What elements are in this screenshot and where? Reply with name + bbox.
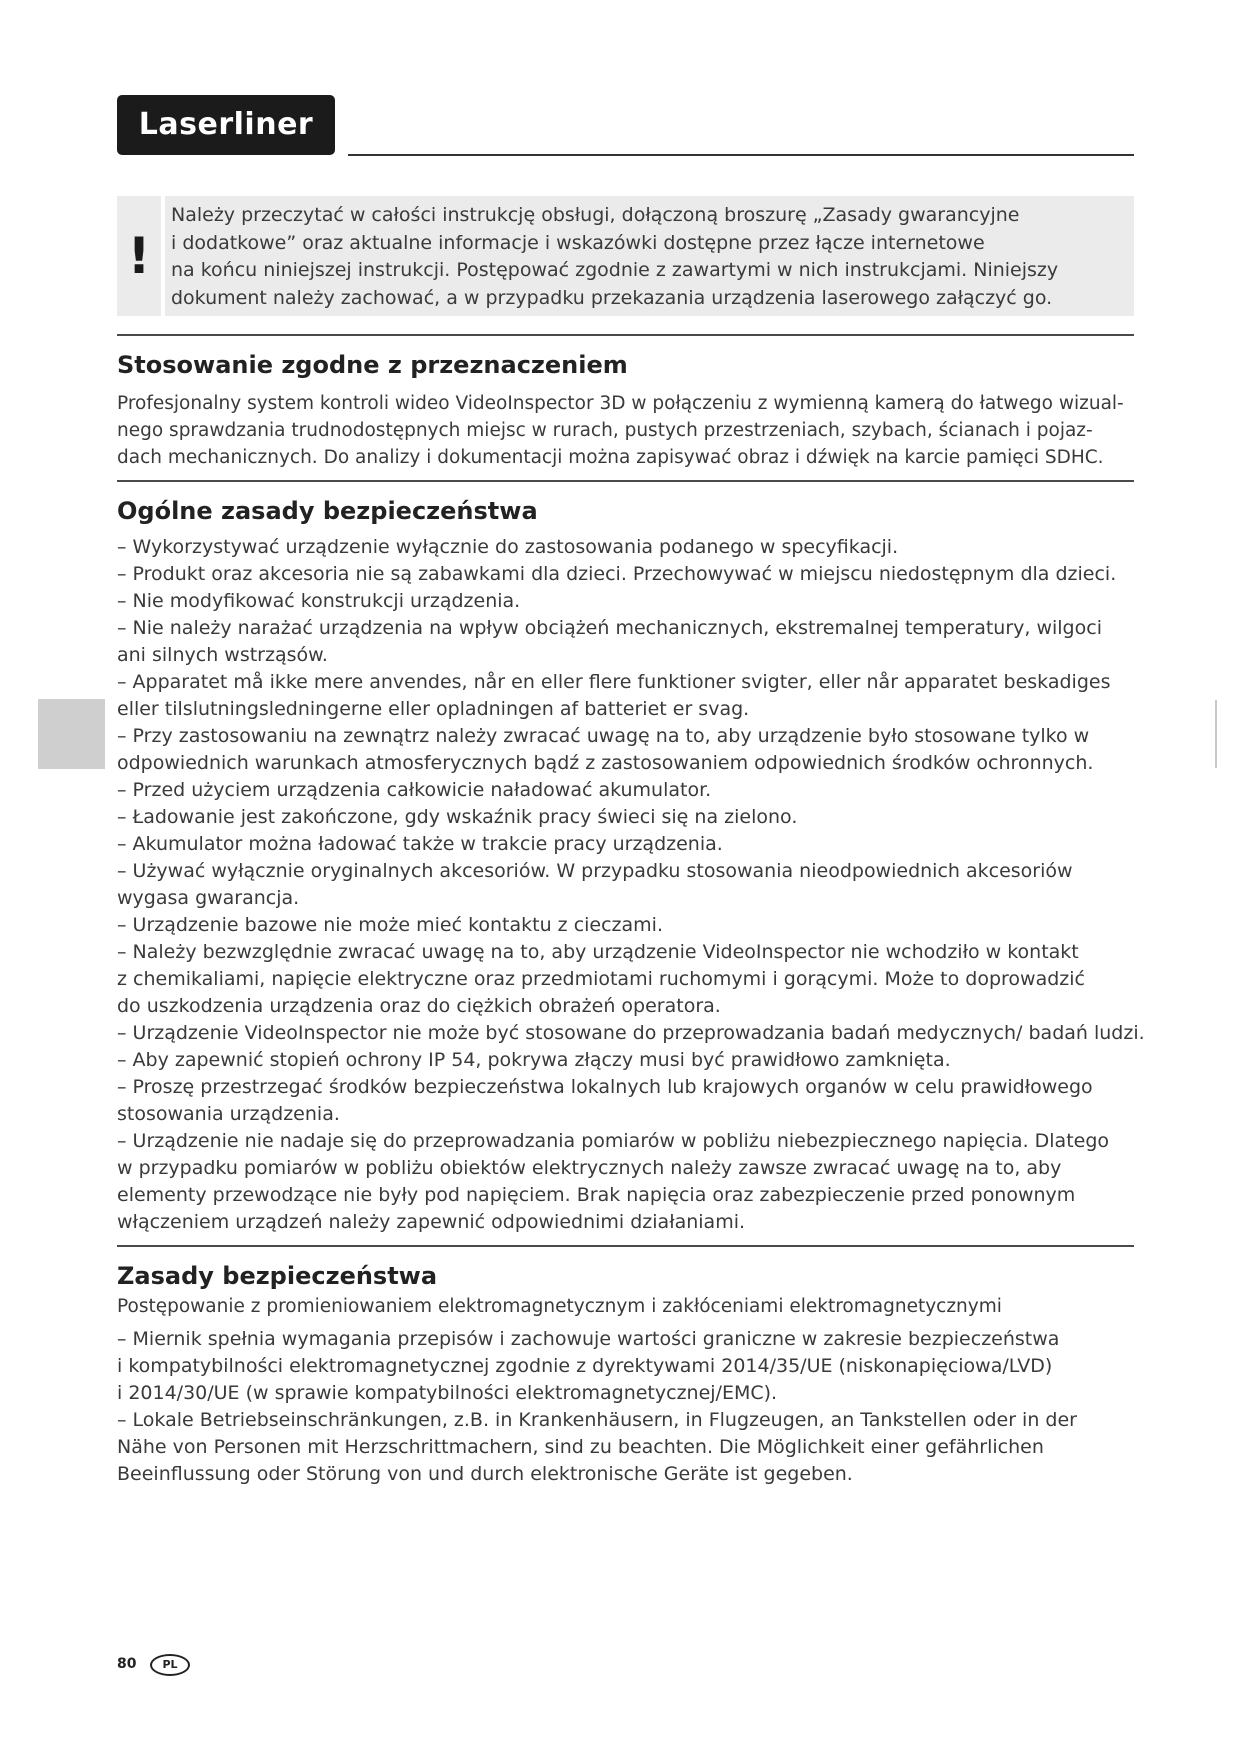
notice-line: i dodatkowe” oraz aktualne informacje i wskazówki dostępne przez łącze internetowe <box>171 231 985 254</box>
section-subtitle <box>117 1293 1002 1320</box>
exclamation-icon: ! <box>127 227 151 285</box>
list-item: – Aby zapewnić stopień ochrony IP 54, pokrywa złączy musi być prawidłowo zamknięta. <box>117 1049 951 1071</box>
list-item: – Należy bezwzględnie zwracać uwagę na to, aby urządzenie VideoInspector nie wchodziło w kontakt <box>117 941 1079 963</box>
side-tab-marker <box>38 699 105 769</box>
paragraph-line: Profesjonalny system kontroli wideo VideoInspector 3D w połączeniu z wymienną kamerą do łatwego wizual- <box>117 393 1124 414</box>
list-item: – Przed użyciem urządzenia całkowicie naładować akumulator. <box>117 779 712 801</box>
subtitle-line: Postępowanie z promieniowaniem elektromagnetycznym i zakłóceniami elektromagnetycznymi <box>117 1296 1002 1317</box>
paragraph-line: dach mechanicznych. Do analizy i dokumentacji można zapisywać obraz i dźwięk na karcie pamięci SDHC. <box>117 447 1104 468</box>
notice-box <box>117 196 1134 316</box>
list-item: – Przy zastosowaniu na zewnątrz należy zwracać uwagę na to, aby urządzenie było stosowane tylko w <box>117 725 1090 747</box>
list-item: i kompatybilności elektromagnetycznej zgodnie z dyrektywami 2014/35/UE (niskonapięciowa/LVD) <box>117 1355 1053 1377</box>
list-item: – Akumulator można ładować także w trakcie pracy urządzenia. <box>117 833 723 855</box>
list-item: – Urządzenie bazowe nie może mieć kontaktu z cieczami. <box>117 914 663 936</box>
laserliner-logo: Laserliner <box>117 95 335 155</box>
section-heading: Ogólne zasady bezpieczeństwa <box>117 497 538 525</box>
list-item: włączeniem urządzeń należy zapewnić odpowiednimi działaniami. <box>117 1211 746 1233</box>
list-item: Nähe von Personen mit Herzschrittmachern, sind zu beachten. Die Möglichkeit einer gefährlichen <box>117 1436 1044 1458</box>
list-item: – Lokale Betriebseinschränkungen, z.B. in Krankenhäusern, in Flugzeugen, an Tankstellen oder in der <box>117 1409 1077 1431</box>
list-item: – Nie należy narażać urządzenia na wpływ obciążeń mechanicznych, ekstremalnej temperatury, wilgoci <box>117 617 1102 639</box>
header-rule <box>348 154 1134 156</box>
list-item: – Produkt oraz akcesoria nie są zabawkami dla dzieci. Przechowywać w miejscu niedostępnym dla dzieci. <box>117 563 1117 585</box>
page-number: 80 <box>117 1656 137 1672</box>
list-item: – Używać wyłącznie oryginalnych akcesoriów. W przypadku stosowania nieodpowiednich akcesoriów <box>117 860 1073 882</box>
notice-separator <box>161 196 165 316</box>
list-item: stosowania urządzenia. <box>117 1103 340 1125</box>
paragraph-line: nego sprawdzania trudnodostępnych miejsc w rurach, pustych przestrzeniach, szybach, ścianach i pojaz- <box>117 420 1093 441</box>
side-edge-mark <box>1215 700 1217 768</box>
intended-use-paragraph <box>117 390 1124 471</box>
list-item: – Nie modyfikować konstrukcji urządzenia. <box>117 590 521 612</box>
list-item: eller tilslutningsledningerne eller opladningen af batteriet er svag. <box>117 698 750 720</box>
general-safety-list <box>117 534 1147 1236</box>
list-item: elementy przewodzące nie były pod napięciem. Brak napięcia oraz zabezpieczenie przed ponownym <box>117 1184 1076 1206</box>
emc-safety-list <box>117 1326 1147 1488</box>
section-rule <box>117 480 1134 482</box>
list-item: – Urządzenie VideoInspector nie może być stosowane do przeprowadzania badań medycznych/ badań ludzi. <box>117 1022 1145 1044</box>
notice-line: dokument należy zachować, a w przypadku przekazania urządzenia laserowego załączyć go. <box>171 286 1053 309</box>
list-item: – Ładowanie jest zakończone, gdy wskaźnik pracy świeci się na zielono. <box>117 806 798 828</box>
notice-line: Należy przeczytać w całości instrukcję obsługi, dołączoną broszurę „Zasady gwarancyjne <box>171 204 1020 226</box>
list-item: – Miernik spełnia wymagania przepisów i zachowuje wartości graniczne w zakresie bezpieczeństwa <box>117 1328 1060 1350</box>
list-item: do uszkodzenia urządzenia oraz do ciężkich obrażeń operatora. <box>117 995 721 1017</box>
list-item: ani silnych wstrząsów. <box>117 644 328 666</box>
list-item: w przypadku pomiarów w pobliżu obiektów elektrycznych należy zawsze zwracać uwagę na to, aby <box>117 1157 1062 1179</box>
notice-text <box>171 202 1121 312</box>
section-rule <box>117 1245 1134 1247</box>
list-item: Beeinflussung oder Störung von und durch elektronische Geräte ist gegeben. <box>117 1463 853 1485</box>
list-item: – Urządzenie nie nadaje się do przeprowadzania pomiarów w pobliżu niebezpiecznego napięcia. Dlatego <box>117 1130 1110 1152</box>
list-item: – Proszę przestrzegać środków bezpieczeństwa lokalnych lub krajowych organów w celu prawidłowego <box>117 1076 1093 1098</box>
list-item: z chemikaliami, napięcie elektryczne oraz przedmiotami ruchomymi i gorącymi. Może to doprowadzić <box>117 968 1085 990</box>
section-rule <box>117 334 1134 336</box>
language-badge: PL <box>150 1654 190 1676</box>
list-item: wygasa gwarancja. <box>117 887 300 909</box>
section-heading: Zasady bezpieczeństwa <box>117 1262 438 1290</box>
list-item: – Apparatet må ikke mere anvendes, når en eller flere funktioner svigter, eller når apparatet beskadiges <box>117 671 1111 693</box>
notice-line: na końcu niniejszej instrukcji. Postępować zgodnie z zawartymi w nich instrukcjami. Niniejszy <box>171 259 1059 281</box>
list-item: – Wykorzystywać urządzenie wyłącznie do zastosowania podanego w specyfikacji. <box>117 536 899 558</box>
section-heading: Stosowanie zgodne z przeznaczeniem <box>117 351 628 379</box>
list-item: i 2014/30/UE (w sprawie kompatybilności elektromagnetycznej/EMC). <box>117 1382 778 1404</box>
list-item: odpowiednich warunkach atmosferycznych bądź z zastosowaniem odpowiednich środków ochronnych. <box>117 752 1094 774</box>
